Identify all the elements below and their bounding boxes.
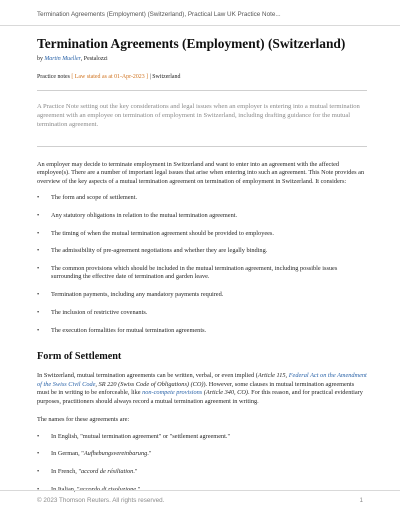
divider bbox=[37, 146, 367, 147]
text-span: ). However, some clauses in mutual termination agreements must be in writing to be enforceable, like bbox=[37, 380, 355, 397]
text-span: In Italian, " bbox=[51, 485, 80, 493]
agreement-names-list bbox=[37, 433, 367, 495]
term-text: accordo di risoluzione bbox=[79, 485, 137, 493]
settlement-paragraph bbox=[37, 372, 367, 406]
text-span: ." bbox=[133, 467, 138, 475]
statute-ref: Article 115, bbox=[257, 372, 289, 380]
list-item bbox=[37, 450, 367, 459]
author-firm: , Pestalozzi bbox=[80, 56, 108, 62]
meta-jurisdiction: | Switzerland bbox=[149, 74, 181, 80]
statute-ref: (Article 340, CO) bbox=[202, 389, 249, 397]
byline-prefix: by bbox=[37, 56, 43, 62]
list-item: • The common provisions which should be included in the mutual termination agreement, including possible issues surrounding the effective date of termination and garden leave. bbox=[37, 265, 367, 282]
list-item bbox=[37, 468, 367, 477]
law-stated-status[interactable]: [ Law stated as at 01-Apr-2023 ] bbox=[71, 74, 149, 80]
statute-link[interactable]: Federal Act on the Amendment of the Swiss Civil Code bbox=[37, 372, 367, 388]
abstract: A Practice Note setting out the key considerations and legal issues when an employer is entering into a mutual termination agreement with an employee on termination of employment in Switzerland, including drafting guidance for the mutual termination agreement. bbox=[37, 103, 360, 128]
text-span: ." bbox=[147, 450, 152, 458]
running-title: Termination Agreements (Employment) (Switzerland), Practical Law UK Practice Note... bbox=[37, 11, 281, 18]
list-item: • The form and scope of settlement. bbox=[37, 194, 367, 203]
text-span: ." bbox=[136, 485, 141, 493]
divider bbox=[37, 90, 367, 91]
meta-type: Practice notes bbox=[37, 74, 70, 80]
key-aspects-list bbox=[37, 194, 367, 335]
list-item: • The execution formalities for mutual termination agreements. bbox=[37, 327, 367, 336]
non-compete-link[interactable]: non-compete provisions bbox=[142, 389, 203, 397]
text-span: In Switzerland, mutual termination agreements can be written, verbal, or even implied ( bbox=[37, 372, 258, 380]
document-title: Termination Agreements (Employment) (Switzerland) bbox=[37, 36, 346, 51]
page-number: 1 bbox=[359, 497, 363, 504]
names-intro: The names for these agreements are: bbox=[37, 416, 130, 424]
term-text: accord de résiliation bbox=[81, 467, 134, 475]
term-text: "mutual termination agreement" or "settlement agreement." bbox=[80, 432, 231, 440]
text-span: In French, " bbox=[51, 467, 82, 475]
list-item: • Any statutory obligations in relation to the mutual termination agreement. bbox=[37, 212, 367, 221]
text-span: . For this reason, and for practical evidentiary purposes, practitioners should always record a mutual termination agreement in writing. bbox=[37, 389, 363, 405]
list-item: • Termination payments, including any mandatory payments required. bbox=[37, 291, 367, 300]
intro-paragraph: An employer may decide to terminate employment in Switzerland and want to enter into an agreement with the affected employee(s). There are a number of important legal issues that arise when entering into such an agreement. This Note provides an overview of the key aspects of a mutual termination agreement on termination of employment in Switzerland. It considers: bbox=[37, 160, 365, 185]
statute-ref: , SR 220 (Swiss Code of Obligations) (CO) bbox=[95, 380, 204, 388]
byline bbox=[37, 56, 367, 62]
text-span: In English, bbox=[51, 432, 81, 440]
list-item: • The timing of when the mutual termination agreement should be provided to employees. bbox=[37, 230, 367, 239]
running-header bbox=[0, 0, 400, 26]
author-link[interactable]: Martin Mueller bbox=[44, 56, 81, 62]
copyright: © 2023 Thomson Reuters. All rights reserved. bbox=[37, 497, 165, 504]
text-span: In German, " bbox=[51, 450, 84, 458]
section-heading: Form of Settlement bbox=[37, 351, 122, 363]
list-item: • The admissibility of pre-agreement negotiations and whether they are legally binding. bbox=[37, 247, 367, 256]
document-meta bbox=[37, 74, 367, 80]
list-item bbox=[37, 433, 367, 442]
list-item: • The inclusion of restrictive covenants. bbox=[37, 309, 367, 318]
term-text: Aufhebungsvereinbarung bbox=[83, 450, 148, 458]
page-footer bbox=[0, 490, 400, 518]
document-body bbox=[37, 36, 367, 503]
